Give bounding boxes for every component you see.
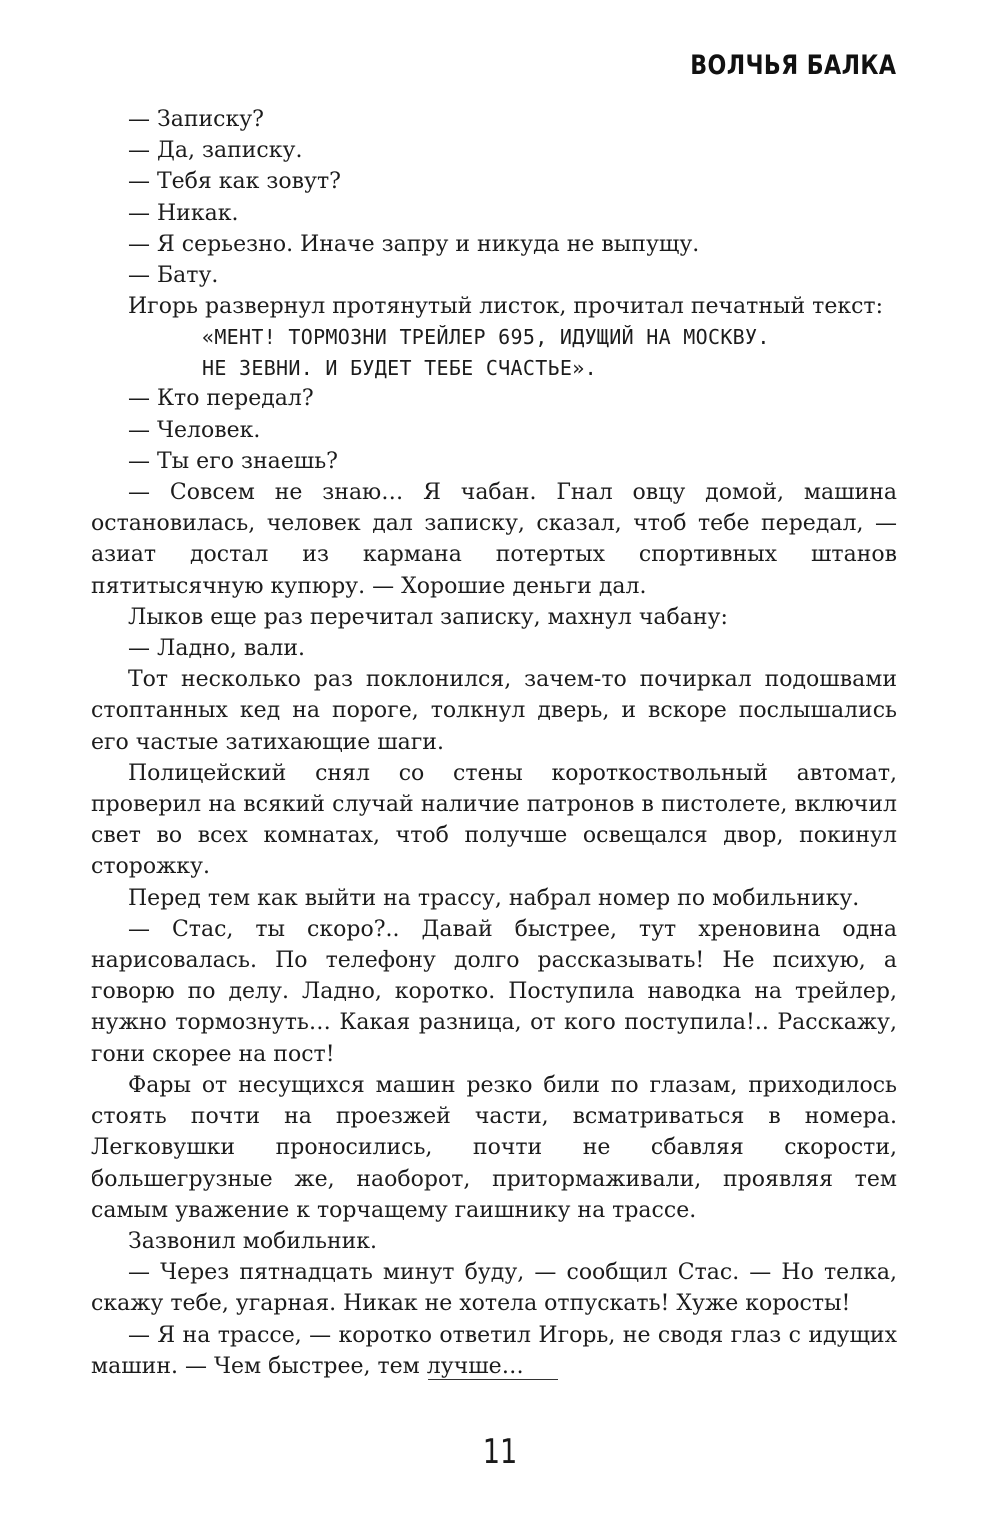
page-number: 11 bbox=[482, 1432, 518, 1472]
note-text-line: «МЕНТ! ТОРМОЗНИ ТРЕЙЛЕР 695, ИДУЩИЙ НА МОСКВУ. bbox=[202, 325, 770, 350]
paragraph: Игорь развернул протянутый листок, прочитал печатный текст: bbox=[128, 294, 884, 320]
paragraph: — Бату. bbox=[128, 263, 219, 289]
paragraph: Перед тем как выйти на трассу, набрал номер по мобильнику. bbox=[128, 885, 860, 911]
paragraph: — Ладно, вали. bbox=[128, 636, 306, 662]
paragraph: Фары от несущихся машин резко били по глазам, приходилось стоять почти на проезжей части, всматриваться в номера. Легковушки проносились, почти не сбавляя скорости, большегрузные же, наоборот, притормаживали, проявляя тем самым уважение к торчащему гаишнику на трассе. bbox=[91, 1072, 897, 1223]
section-end-rule bbox=[428, 1379, 558, 1380]
paragraph: Лыков еще раз перечитал записку, махнул чабану: bbox=[128, 604, 728, 630]
paragraph: — Тебя как зовут? bbox=[128, 169, 341, 195]
paragraph: — Через пятнадцать минут буду, — сообщил Стас. — Но телка, скажу тебе, угарная. Никак не хотела отпускать! Хуже коросты! bbox=[91, 1260, 897, 1317]
paragraph: — Ты его знаешь? bbox=[128, 448, 338, 474]
paragraph: — Совсем не знаю… Я чабан. Гнал овцу домой, машина остановилась, человек дал записку, сказал, чтоб тебе передал, — азиат достал из кармана потертых спортивных штанов пятитысячную купюру. — Хорошие деньги дал. bbox=[91, 480, 897, 599]
note-text-line: НЕ ЗЕВНИ. И БУДЕТ ТЕБЕ СЧАСТЬЕ». bbox=[202, 355, 597, 380]
body-text bbox=[91, 104, 897, 1382]
paragraph: — Я на трассе, — коротко ответил Игорь, не сводя глаз с идущих машин. — Чем быстрее, тем лучше… bbox=[91, 1322, 897, 1379]
running-title: ВОЛЧЬЯ БАЛКА bbox=[689, 50, 896, 81]
paragraph: Зазвонил мобильник. bbox=[128, 1228, 378, 1254]
paragraph: — Да, записку. bbox=[128, 138, 303, 164]
paragraph: — Никак. bbox=[128, 200, 239, 226]
paragraph: Полицейский снял со стены короткоствольный автомат, проверил на всякий случай наличие патронов в пистолете, включил свет во всех комнатах, чтоб получше освещался двор, покинул сторожку. bbox=[91, 760, 897, 880]
paragraph: — Стас, ты скоро?.. Давай быстрее, тут хреновина одна нарисовалась. По телефону долго рассказывать! Не психую, а говорю по делу. Ладно, коротко. Поступила наводка на трейлер, нужно тормознуть… Какая разница, от кого поступила!.. Расскажу, гони скорее на пост! bbox=[91, 916, 897, 1067]
paragraph: Тот несколько раз поклонился, зачем-то почиркал подошвами стоптанных кед на пороге, толкнул дверь, и вскоре послышались его частые затихающие шаги. bbox=[91, 667, 897, 755]
paragraph: — Я серьезно. Иначе запру и никуда не выпущу. bbox=[128, 231, 700, 257]
paragraph: — Записку? bbox=[128, 107, 264, 132]
paragraph: — Кто передал? bbox=[128, 386, 314, 412]
paragraph: — Человек. bbox=[128, 417, 261, 443]
